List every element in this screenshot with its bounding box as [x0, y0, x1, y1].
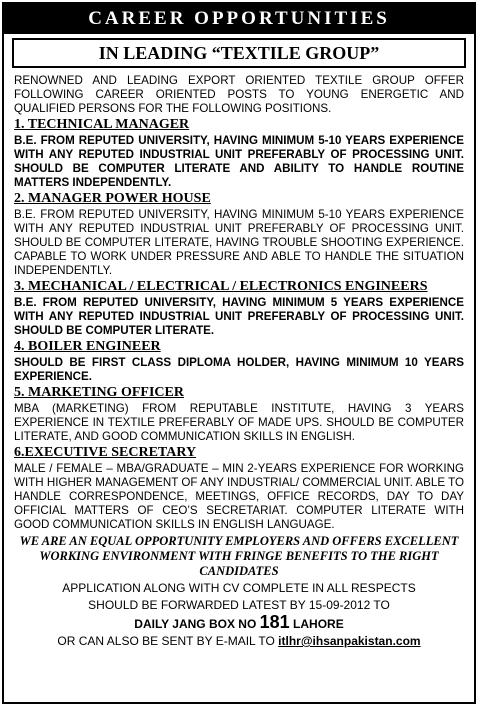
- intro-paragraph: RENOWNED AND LEADING EXPORT ORIENTED TEXTILE GROUP OFFER FOLLOWING CAREER ORIENTED POSTS TO YOUNG ENERGETIC AND QUALIFIED PERSONS FOR THE FOLLOWING POSITIONS.: [14, 74, 464, 115]
- position-description: MALE / FEMALE – MBA/GRADUATE – MIN 2-YEARS EXPERIENCE FOR WORKING WITH HIGHER MANAGEMENT OF ANY INDUSTRIAL/ COMMERCIAL UNIT. ABLE TO HANDLE CORRESPONDENCE, MEETINGS, OFFICE RECORDS, DAY TO DAY OFFICIAL MATTERS OF CEO’S SECRETARIAT. COMPUTER LITERATE WITH GOOD COMMUNICATION SKILLS IN ENGLISH LANGUAGE.: [14, 462, 464, 531]
- position-6: [14, 444, 464, 532]
- position-description: B.E. FROM REPUTED UNIVERSITY, HAVING MINIMUM 5-10 YEARS EXPERIENCE WITH ANY REPUTED INDUSTRIAL UNIT PREFERABLY OF PROCESSING UNIT. SHOULD BE COMPUTER LITERATE AND ABILITY TO HANDLE ROUTINE MATTERS INDEPENDENTLY.: [14, 134, 464, 189]
- email-prefix: OR CAN ALSO BE SENT BY E-MAIL TO: [57, 634, 275, 648]
- box-address: [14, 612, 464, 632]
- banner-title: CAREER OPPORTUNITIES: [4, 4, 474, 34]
- box-city: LAHORE: [293, 617, 344, 631]
- position-title: 5. MARKETING OFFICER: [14, 385, 184, 400]
- position-5: [14, 384, 464, 444]
- position-title: 2. MANAGER POWER HOUSE: [14, 191, 211, 206]
- position-description: MBA (MARKETING) FROM REPUTABLE INSTITUTE, HAVING 3 YEARS EXPERIENCE IN TEXTILE PREFERABLY OF MADE UPS. SHOULD BE COMPUTER LITERATE, AND GOOD COMMUNICATION SKILLS IN ENGLISH.: [14, 402, 464, 443]
- box-number: 181: [259, 612, 290, 632]
- position-3: [14, 278, 464, 338]
- position-1: [14, 116, 464, 190]
- job-advertisement: [2, 2, 476, 704]
- position-description: B.E. FROM REPUTED UNIVERSITY, HAVING MINIMUM 5 YEARS EXPERIENCE WITH ANY REPUTED INDUSTRIAL UNIT PREFERABLY OF PROCESSING UNIT. SHOULD BE COMPUTER LITERATE.: [14, 296, 464, 337]
- email-link[interactable]: itlhr@ihsanpakistan.com: [278, 634, 421, 648]
- position-title: 3. MECHANICAL / ELECTRICAL / ELECTRONICS ENGINEERS: [14, 279, 428, 294]
- position-title: 1. TECHNICAL MANAGER: [14, 117, 190, 132]
- subtitle: IN LEADING “TEXTILE GROUP”: [12, 38, 466, 68]
- position-description: SHOULD BE FIRST CLASS DIPLOMA HOLDER, HAVING MINIMUM 10 YEARS EXPERIENCE.: [14, 356, 464, 383]
- position-description: B.E. FROM REPUTED UNIVERSITY, HAVING MINIMUM 5-10 YEARS EXPERIENCE WITH ANY REPUTED INDUSTRIAL UNIT PREFERABLY OF PROCESSING UNIT. SHOULD BE COMPUTER LITERATE, HAVING TROUBLE SHOOTING EXPERIENCE. CAPABLE TO WORK UNDER PRESSURE AND ABLE TO HANDLE THE SITUATION INDEPENDENTLY.: [14, 208, 464, 277]
- equal-opportunity-statement: WE ARE AN EQUAL OPPORTUNITY EMPLOYERS AND OFFERS EXCELLENT WORKING ENVIRONMENT WITH FRINGE BENEFITS TO THE RIGHT CANDIDATES: [19, 534, 459, 578]
- position-title: 4. BOILER ENGINEER: [14, 339, 161, 354]
- email-line: [14, 634, 464, 649]
- application-instructions: [14, 581, 464, 649]
- position-2: [14, 190, 464, 278]
- apply-line-1: APPLICATION ALONG WITH CV COMPLETE IN ALL RESPECTS: [62, 581, 416, 595]
- ad-body: [4, 68, 474, 649]
- apply-line-2: SHOULD BE FORWARDED LATEST BY 15-09-2012 TO: [88, 598, 390, 612]
- box-prefix: DAILY JANG BOX NO: [134, 617, 257, 631]
- position-4: [14, 338, 464, 384]
- position-title: 6.EXECUTIVE SECRETARY: [14, 445, 197, 460]
